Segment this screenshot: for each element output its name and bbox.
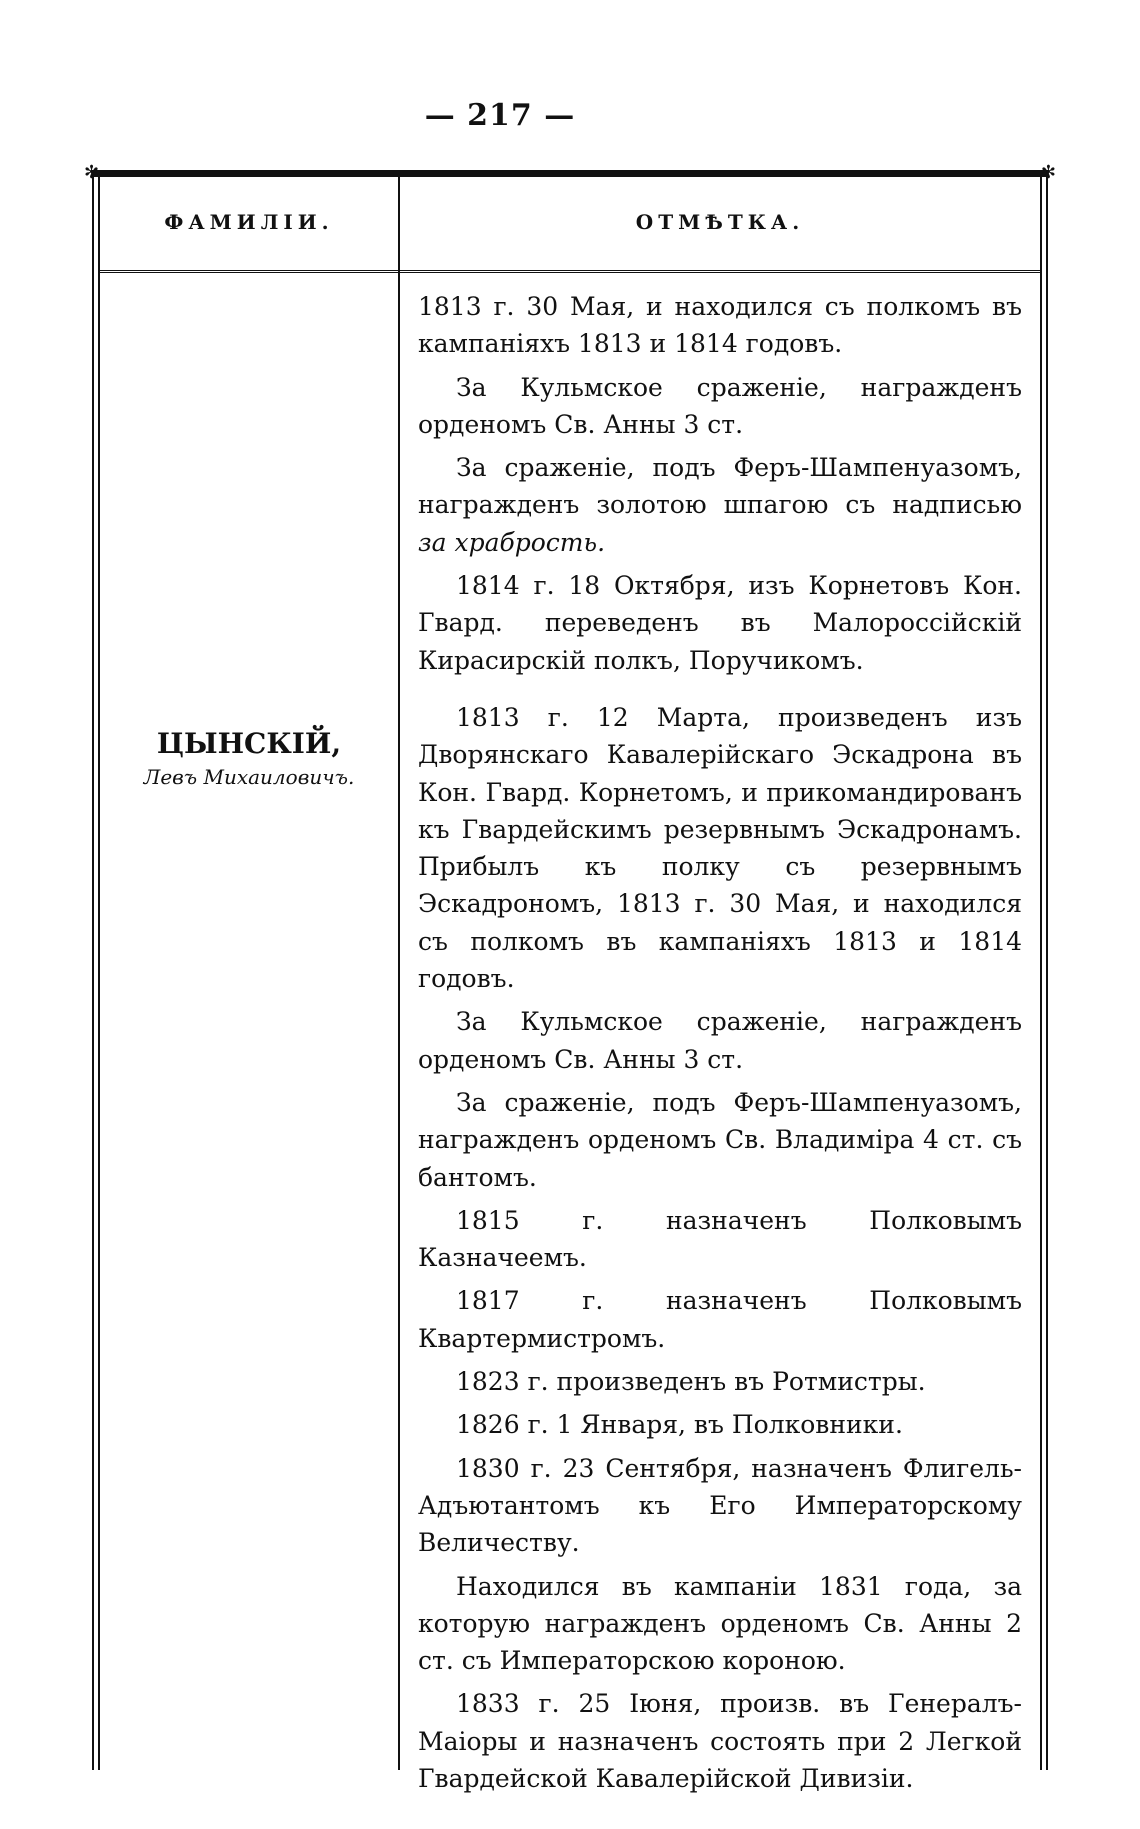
note-italic-text: за храбрость. xyxy=(418,527,606,557)
given-name: Левъ Михаиловичъ. xyxy=(143,765,355,789)
header-rule xyxy=(100,270,1040,273)
note-paragraph: За сраженіе, подъ Феръ-Шампенуазомъ, награжденъ орденомъ Св. Владиміра 4 ст. съ бантомъ. xyxy=(418,1087,1022,1192)
page-number: — 217 — xyxy=(424,98,576,133)
note-paragraph: 1815 г. назначенъ Полковымъ Казначеемъ. xyxy=(418,1205,1022,1273)
corner-ornament-icon: ✻ xyxy=(84,162,100,183)
left-border xyxy=(92,177,100,1770)
note-paragraph: 1833 г. 25 Іюня, произв. въ Генералъ-Маіоры и назначенъ состоять при 2 Легкой Гвардейской Кавалерійской Дивизіи. xyxy=(418,1689,1022,1793)
note-paragraph: 1813 г. 30 Мая, и находился съ полкомъ въ кампаніяхъ 1813 и 1814 годовъ. xyxy=(418,292,1022,359)
corner-ornament-icon: ✻ xyxy=(1040,162,1056,183)
note-text: За сраженіе, подъ Феръ-Шампенуазомъ, награжденъ золотою шпагою съ надписью xyxy=(418,453,1022,520)
register-table xyxy=(84,162,1056,1793)
note-paragraph: За Кульмское сраженіе, награжденъ орденомъ Св. Анны 3 ст. xyxy=(418,1007,1022,1074)
note-paragraph: 1817 г. назначенъ Полковымъ Квартермистромъ. xyxy=(418,1286,1022,1353)
surnames-column-header: ФАМИЛІИ. xyxy=(164,210,334,234)
note-paragraph: Находился въ кампаніи 1831 года, за которую награжденъ орденомъ Св. Анны 2 ст. съ Императорскою короною. xyxy=(418,1571,1022,1676)
note-paragraph xyxy=(418,449,1022,561)
person-name xyxy=(100,725,398,791)
note-paragraph: 1813 г. 12 Марта, произведенъ изъ Дворянскаго Кавалерійскаго Эскадрона въ Кон. Гвард. Корнетомъ, и прикомандированъ къ Гвардейскимъ резервнымъ Эскадронамъ. Прибылъ къ полку съ резервнымъ Эскадрономъ, 1813 г. 30 Мая, и находился съ полкомъ въ кампаніяхъ 1813 и 1814 годовъ. xyxy=(418,702,1022,994)
note-paragraph: 1830 г. 23 Сентября, назначенъ Флигель-Адъютантомъ къ Его Императорскому Величеству. xyxy=(418,1453,1022,1558)
note-paragraph: За Кульмское сраженіе, награжденъ орденомъ Св. Анны 3 ст. xyxy=(418,372,1022,439)
right-border xyxy=(1040,177,1048,1770)
top-double-rule xyxy=(92,170,1048,177)
surname: ЦЫНСКІЙ, xyxy=(156,727,342,760)
column-divider xyxy=(398,177,400,1770)
note-paragraph: 1814 г. 18 Октября, изъ Корнетовъ Кон. Гвард. переведенъ въ Малороссійскій Кирасирскій полкъ, Поручикомъ. xyxy=(418,571,1022,675)
note-paragraph: 1826 г. 1 Января, въ Полковники. xyxy=(456,1410,903,1440)
notes-column-header: ОТМѢТКА. xyxy=(635,210,805,234)
notes-column xyxy=(418,288,1022,1803)
note-paragraph: 1823 г. произведенъ въ Ротмистры. xyxy=(456,1367,926,1397)
